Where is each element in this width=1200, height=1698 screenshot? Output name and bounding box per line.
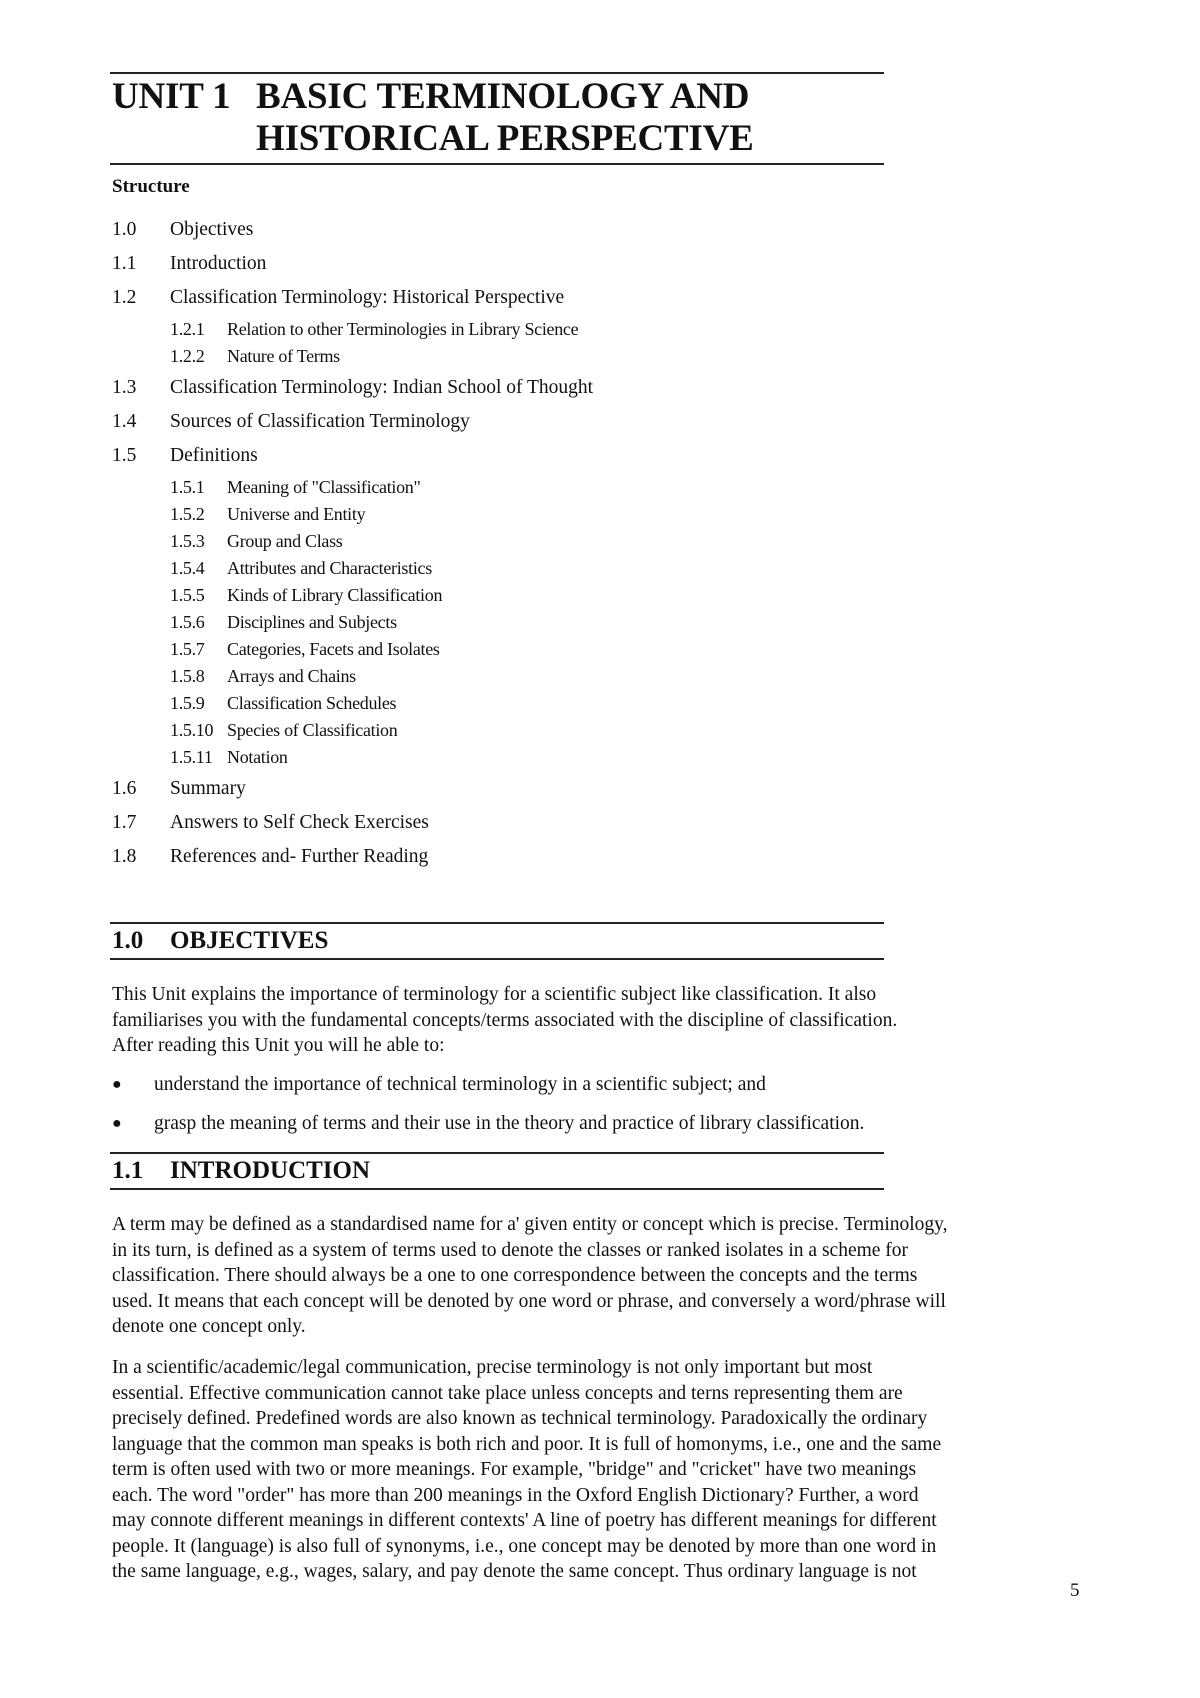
toc-item: 1.2 Classification Terminology: Historical Perspective (112, 287, 565, 308)
toc-subitem: 1.5.7 Categories, Facets and Isolates (170, 639, 440, 659)
toc-sublist (112, 474, 884, 771)
toc-item: 1.7 Answers to Self Check Exercises (112, 812, 429, 833)
toc-subitem: 1.5.1 Meaning of "Classification" (170, 477, 421, 497)
toc-subitem: 1.2.2 Nature of Terms (170, 346, 340, 366)
objective-bullet: ● grasp the meaning of terms and their use in the theory and practice of library classification. (112, 1113, 865, 1134)
toc-subitem: 1.5.8 Arrays and Chains (170, 666, 356, 686)
toc-subitem: 1.5.4 Attributes and Characteristics (170, 558, 432, 578)
structure-heading: Structure (112, 176, 190, 197)
unit-title (110, 72, 884, 165)
toc-subitem: 1.5.11 Notation (170, 747, 288, 767)
unit-number: UNIT 1 (112, 76, 231, 117)
introduction-paragraph-2: In a scientific/academic/legal communication, precise terminology is not only important but most essential. Effective communication cannot take place unless concepts and terns representing them are precisely defined. Predefined words are also known as technical terminology. Paradoxically the ordinary language that the common man speaks is both rich and poor. It is full of homonyms, i.e., one and the same term is often used with two or more meanings. For example, "bridge" and "cricket" have two meanings each. The word "order" has more than 200 meanings in the Oxford English Dictionary? Further, a word may connote different meanings in different contexts' A line of poetry has different meanings for different people. It (language) is also full of synonyms, i.e., one concept may be denoted by more than one word in the same language, e.g., wages, salary, and pay denote the same concept. Thus ordinary language is not (112, 1357, 942, 1582)
objectives-heading: 1.0 OBJECTIVES (110, 922, 884, 960)
bullet-icon: ● (112, 1076, 122, 1093)
toc-subitem: 1.2.1 Relation to other Terminologies in Library Science (170, 319, 579, 339)
unit-title-line-1: BASIC TERMINOLOGY AND (256, 76, 750, 117)
toc-subitem: 1.5.3 Group and Class (170, 531, 343, 551)
toc-subitem: 1.5.9 Classification Schedules (170, 693, 397, 713)
toc-item: 1.1 Introduction (112, 253, 267, 274)
unit-title-line-2: HISTORICAL PERSPECTIVE (256, 118, 754, 159)
toc-subitem: 1.5.2 Universe and Entity (170, 504, 366, 524)
page-number: 5 (1070, 1580, 1080, 1601)
toc-item: 1.3 Classification Terminology: Indian School of Thought (112, 377, 594, 398)
toc-sublist (112, 316, 884, 370)
toc-item: 1.5 Definitions (112, 445, 258, 466)
toc-item: 1.6 Summary (112, 778, 246, 799)
introduction-heading: 1.1 INTRODUCTION (110, 1152, 884, 1190)
toc-subitem: 1.5.5 Kinds of Library Classification (170, 585, 443, 605)
toc-item: 1.0 Objectives (112, 219, 254, 240)
objectives-intro: This Unit explains the importance of terminology for a scientific subject like classification. It also familiarises you with the fundamental concepts/terms associated with the discipline of classification. After reading this Unit you will he able to: (112, 984, 898, 1056)
toc-subitem: 1.5.6 Disciplines and Subjects (170, 612, 397, 632)
table-of-contents (112, 218, 884, 879)
objective-bullet: ● understand the importance of technical terminology in a scientific subject; and (112, 1074, 766, 1095)
toc-subitem: 1.5.10 Species of Classification (170, 720, 398, 740)
toc-item: 1.8 References and- Further Reading (112, 846, 429, 867)
introduction-paragraph-1: A term may be defined as a standardised name for a' given entity or concept which is precise. Terminology, in its turn, is defined as a system of terms used to denote the classes or ranked isolates in a scheme for classification. There should always be a one to one correspondence between the concepts and the terms used. It means that each concept will be denoted by one word or phrase, and conversely a word/phrase will denote one concept only. (112, 1214, 948, 1337)
toc-item: 1.4 Sources of Classification Terminology (112, 411, 470, 432)
bullet-icon: ● (112, 1115, 122, 1132)
